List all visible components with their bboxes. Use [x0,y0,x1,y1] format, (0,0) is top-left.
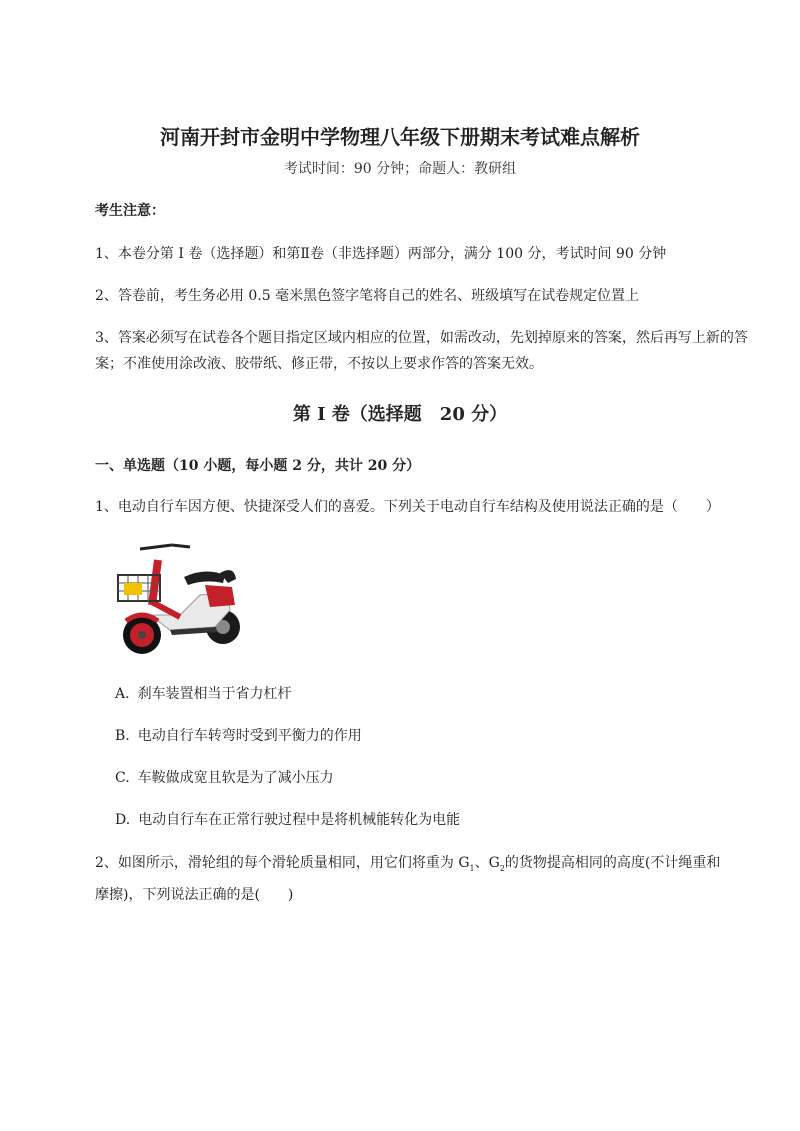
question-2-stem-part-c: 的货物提高相同的高度(不计绳重和 [504,855,721,871]
question-1-option-d [115,809,460,829]
page-title: 河南开封市金明中学物理八年级下册期末考试难点解析 [160,125,640,149]
question-1-option-b [115,725,362,745]
exam-info: 考试时间：90 分钟；命题人：教研组 [283,161,517,177]
subscript-2: 2 [499,863,505,873]
option-text: 电动自行车转弯时受到平衡力的作用 [137,728,362,744]
option-letter: C. [115,770,130,786]
notice-item-1: 1、本卷分第 I 卷（选择题）和第Ⅱ卷（非选择题）两部分，满分 100 分，考试时间 90 分钟 [95,246,667,262]
electric-bike-image [110,535,250,660]
option-text: 车鞍做成宽且软是为了减小压力 [137,770,334,786]
option-letter: B. [115,728,130,744]
notice-heading: 考生注意： [95,203,165,219]
notice-item-2: 2、答卷前，考生务必用 0.5 毫米黑色签字笔将自己的姓名、班级填写在试卷规定位置上 [95,288,640,304]
option-text: 电动自行车在正常行驶过程中是将机械能转化为电能 [138,812,461,828]
section-title: 第 I 卷（选择题 20 分） [292,404,508,425]
question-2-stem-part-a: 2、如图所示，滑轮组的每个滑轮质量相同，用它们将重为 G [95,855,470,871]
question-2-stem [95,850,755,908]
question-2-stem-part-b: 、G [474,855,500,871]
subscript-1: 1 [469,863,475,873]
option-text: 刹车装置相当于省力杠杆 [137,686,292,702]
question-group-title: 一、单选题（10 小题，每小题 2 分，共计 20 分） [95,458,421,474]
question-1-option-c [115,767,334,787]
question-2-stem-line-2: 摩擦)，下列说法正确的是( ) [95,886,294,903]
question-1-stem: 1、电动自行车因方便、快捷深受人们的喜爱。下列关于电动自行车结构及使用说法正确的是（ ） [95,499,720,515]
option-letter: A. [115,686,130,702]
notice-item-3: 3、答案必须写在试卷各个题目指定区域内相应的位置，如需改动，先划掉原来的答案，然后再写上新的答案；不准使用涂改液、胶带纸、修正带，不按以上要求作答的答案无效。 [95,330,748,372]
question-1-option-a [115,683,292,703]
option-letter: D. [115,812,131,828]
